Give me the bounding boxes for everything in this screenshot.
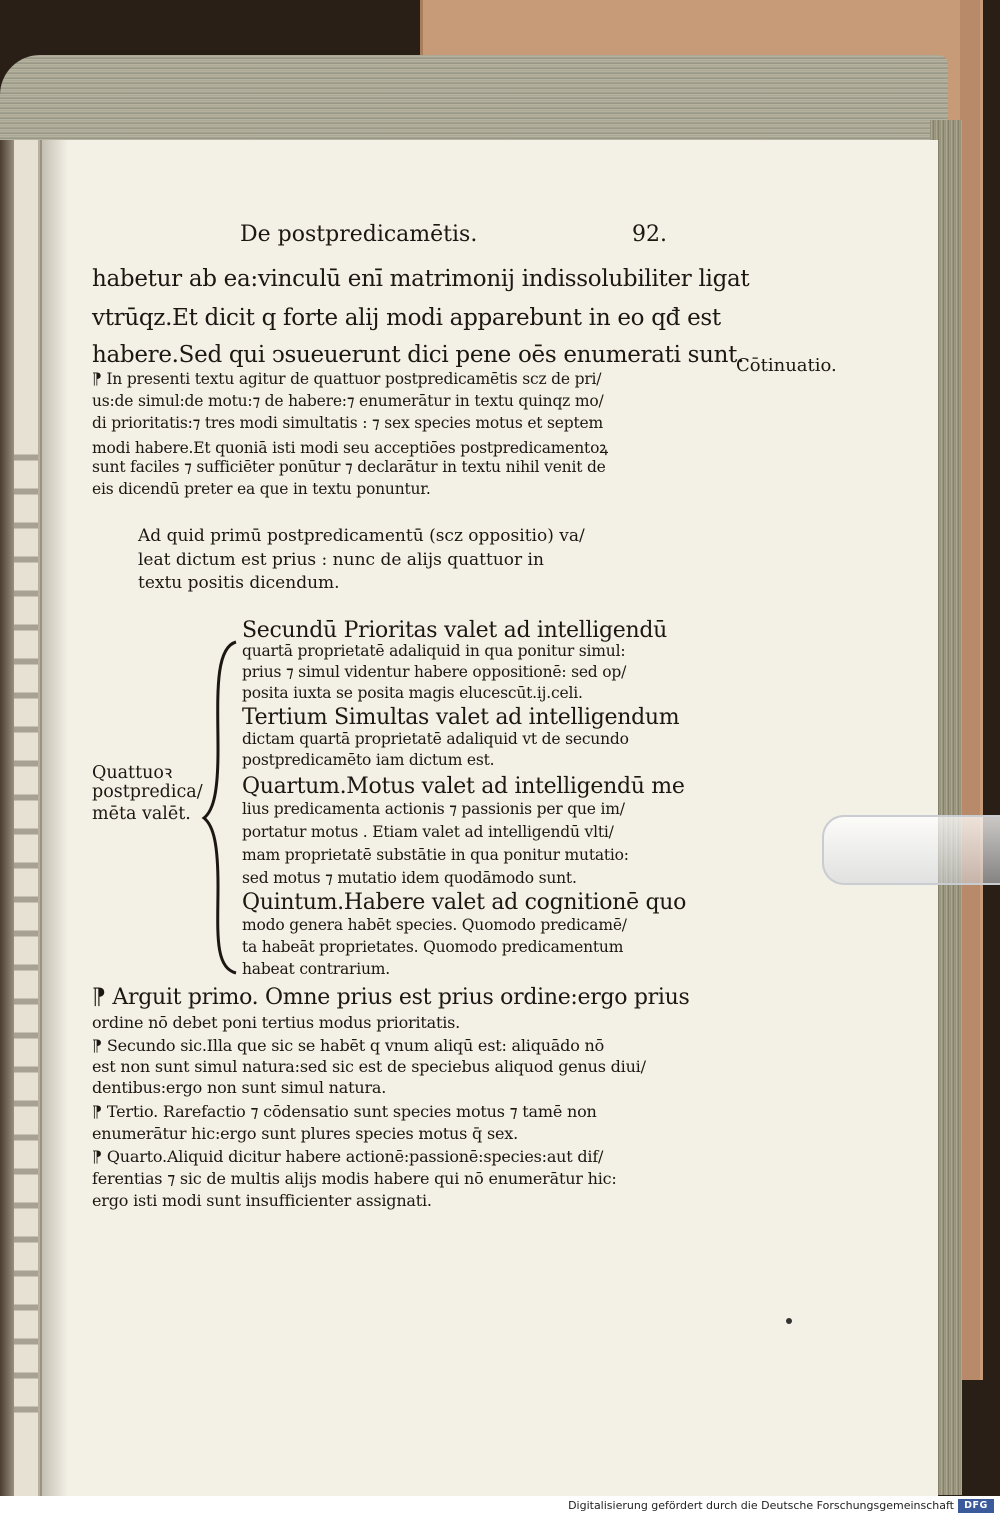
main-text-line: vtrūqz.Et dicit q forte alij modi apparebunt in eo qđ est [92,305,721,331]
commentary-line: ⁋ In presenti textu agitur de quattuor postpredicamētis scz de pri/ [92,370,602,388]
ink-speck [786,1318,792,1324]
argument-line: ferentias ⁊ sic de multis alijs modis habere qui nō enumerātur hic: [92,1169,617,1188]
cover-board-edge [960,0,980,1380]
commentary-line: eis dicendū preter ea que in textu ponuntur. [92,480,431,498]
argument-line: ⁋ Secundo sic.Illa que sic se habēt q vnum aliqū est: aliquādo nō [92,1036,605,1055]
item-line: modo genera habēt species. Quomodo predicamē/ [242,916,627,934]
dfg-logo: DFG [958,1499,994,1513]
item-line: lius predicamenta actionis ⁊ passionis per que im/ [242,800,625,818]
item-line: ta habeāt proprietates. Quomodo predicamentum [242,938,624,956]
commentary-line: modi habere.Et quoniā isti modi seu acceptiōes postpredicamentoꝝ [92,439,608,457]
argument-line: ergo isti modi sunt insufficienter assignati. [92,1191,432,1210]
intro-line: Ad quid primū postpredicamentū (scz oppositio) va/ [138,526,585,546]
argument-line: enumerātur hic:ergo sunt plures species motus q̄ sex. [92,1124,518,1143]
folio-number: 92. [632,222,667,247]
item-line: mam proprietatē substātie in qua ponitur mutatio: [242,846,629,864]
argument-line: ⁋ Quarto.Aliquid dicitur habere actionē:passionē:species:aut dif/ [92,1147,604,1166]
footer-bar [0,1496,1000,1516]
spine-shadow [0,140,14,1496]
margin-note: Cōtinuatio. [736,355,837,376]
curly-brace [200,640,240,975]
item-line: dictam quartā proprietatē adaliquid vt de secundo [242,730,629,748]
item-line: prius ⁊ simul videntur habere oppositionē: sed op/ [242,663,627,681]
intro-line: textu positis dicendum. [138,573,340,593]
item-line: postpredicamēto iam dictum est. [242,751,495,769]
gutter-shadow [38,140,68,1496]
side-label-line: Quattuoꝛ [92,763,173,783]
item-line: habeat contrarium. [242,960,390,978]
commentary-line: us:de simul:de motu:⁊ de habere:⁊ enumerātur in textu quinqz mo/ [92,392,604,410]
argument-line: ⁋ Tertio. Rarefactio ⁊ cōdensatio sunt species motus ⁊ tamē non [92,1102,597,1121]
text-block-top-edge [0,55,948,150]
intro-line: leat dictum est prius : nunc de alijs quattuor in [138,550,544,570]
commentary-line: di prioritatis:⁊ tres modi simultatis : ⁊ sex species motus et septem [92,414,603,432]
side-label-line: mēta valēt. [92,804,191,824]
item-heading: Tertium Simultas valet ad intelligendum [242,705,680,730]
page-clip [822,815,1000,885]
argument-line: est non sunt simul natura:sed sic est de speciebus aliquod genus diui/ [92,1057,646,1076]
side-label-line: postpredica/ [92,782,203,802]
running-head: De postpredicamētis. [240,222,478,247]
main-text-line: habere.Sed qui ↄsueuerunt dici pene oēs enumerati sunt. [92,342,745,368]
main-text-line: habetur ab ea:vinculū enī matrimonij indissolubiliter ligat [92,266,750,292]
item-line: sed motus ⁊ mutatio idem quodāmodo sunt. [242,869,577,887]
item-line: portatur motus . Etiam valet ad intelligendū vlti/ [242,823,614,841]
item-line: posita iuxta se posita magis elucescūt.ij.celi. [242,684,583,702]
argument-line: dentibus:ergo non sunt simul natura. [92,1078,387,1097]
item-heading: Quintum.Habere valet ad cognitionē quo [242,890,687,915]
item-heading: Quartum.Motus valet ad intelligendū me [242,774,685,799]
funding-credit: Digitalisierung gefördert durch die Deutsche Forschungsgemeinschaft [568,1499,954,1512]
item-line: quartā proprietatē adaliquid in qua ponitur simul: [242,642,626,660]
argument-line: ordine nō debet poni tertius modus prioritatis. [92,1013,461,1032]
argument-line: ⁋ Arguit primo. Omne prius est prius ordine:ergo prius [92,985,690,1010]
commentary-line: sunt faciles ⁊ sufficiēter ponūtur ⁊ declarātur in textu nihil venit de [92,458,606,476]
item-heading: Secundū Prioritas valet ad intelligendū [242,618,668,643]
